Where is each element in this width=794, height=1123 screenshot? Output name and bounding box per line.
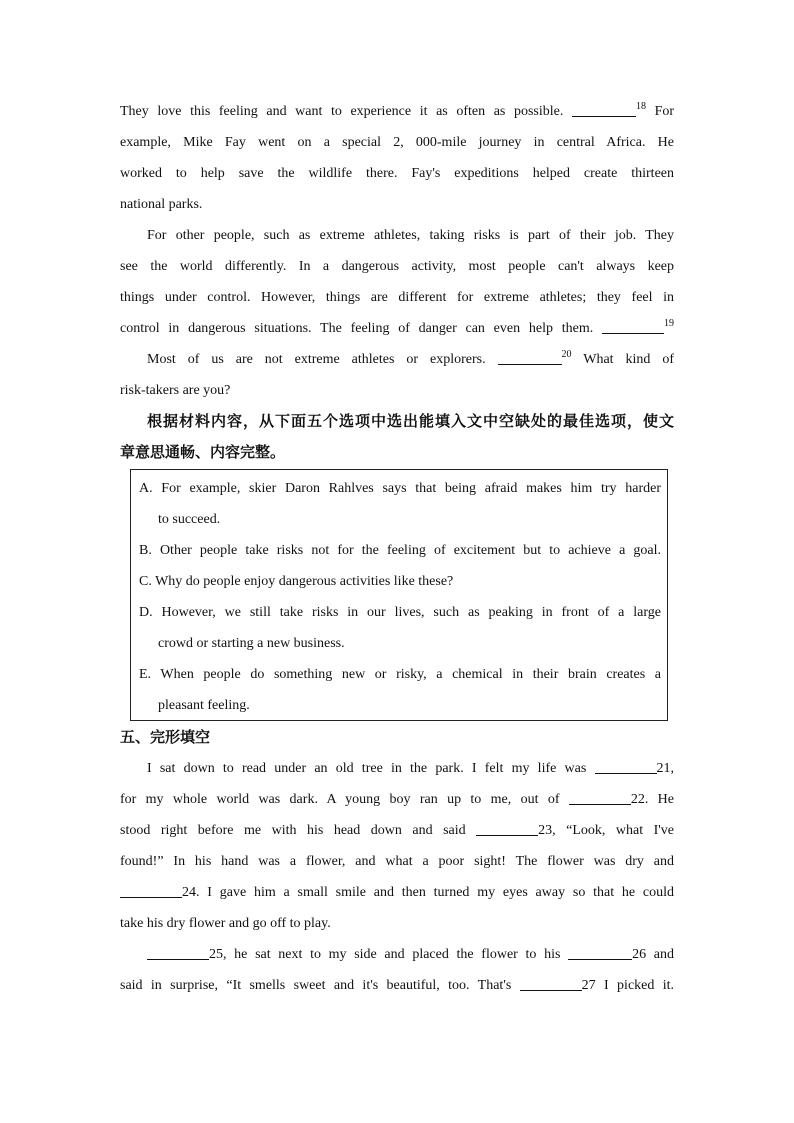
cloze-text: 26 and (632, 947, 674, 962)
cloze-text: 27 I picked it. (581, 978, 674, 993)
cloze-line: found!” In his hand was a flower, and what a poor sight! The flower was dry and (120, 854, 674, 869)
passage-line: see the world differently. In a dangerous activity, most people can't always keep (120, 259, 674, 274)
cloze-text: 23, “Look, what I've (538, 823, 674, 838)
cloze-line (120, 939, 674, 970)
passage-text: What kind of (583, 352, 674, 367)
option-a-continued: to succeed. (158, 512, 221, 527)
option-c[interactable]: C. Why do people enjoy dangerous activities like these? (139, 574, 454, 589)
cloze-line (120, 815, 674, 846)
passage-line: worked to help save the wildlife there. Fay's expeditions helped create thirteen (120, 166, 674, 181)
option-e-continued: pleasant feeling. (158, 698, 250, 713)
option-d-continued: crowd or starting a new business. (158, 636, 345, 651)
cloze-blank-23[interactable] (476, 821, 538, 836)
cloze-blank-24[interactable] (120, 883, 182, 898)
question-number: 18 (635, 101, 646, 112)
cloze-text: 22. He (630, 792, 674, 807)
question-number: 19 (664, 318, 674, 329)
passage-text: control in dangerous situations. The feeling of danger can even help them. (120, 321, 594, 336)
passage-text: Most of us are not extreme athletes or explorers. (147, 352, 486, 367)
cloze-line (120, 784, 674, 815)
option-a[interactable]: A. For example, skier Daron Rahlves says that being afraid makes him try harder (139, 481, 661, 496)
passage-line: things under control. However, things are different for extreme athletes; they feel in (120, 290, 674, 305)
cloze-passage (120, 753, 674, 1001)
section-heading: 五、完形填空 (120, 728, 211, 746)
cloze-text: I sat down to read under an old tree in the park. I felt my life was (147, 761, 587, 776)
cloze-blank-26[interactable] (568, 945, 632, 960)
instructions-line: 根据材料内容，从下面五个选项中选出能填入文中空缺处的最佳选项，使文 (147, 412, 674, 430)
cloze-blank-22[interactable] (569, 790, 631, 805)
answer-blank-19[interactable] (602, 319, 664, 334)
passage-text: They love this feeling and want to experience it as often as possible. (120, 104, 564, 119)
cloze-line (120, 877, 674, 908)
options-box (130, 469, 668, 721)
passage-line: national parks. (120, 197, 203, 212)
option-d[interactable]: D. However, we still take risks in our lives, such as peaking in front of a large (139, 605, 661, 620)
cloze-line (120, 753, 674, 784)
question-number: 20 (561, 349, 572, 360)
reading-passage (120, 96, 674, 468)
passage-line: For other people, such as extreme athletes, taking risks is part of their job. They (147, 228, 674, 243)
cloze-text: said in surprise, “It smells sweet and it's beautiful, too. That's (120, 978, 512, 993)
passage-line (120, 96, 674, 127)
cloze-line: take his dry flower and go off to play. (120, 916, 331, 931)
cloze-text: 24. I gave him a small smile and then turned my eyes away so that he could (182, 885, 674, 900)
passage-text: For (654, 104, 674, 119)
cloze-text: for my whole world was dark. A young boy ran up to me, out of (120, 792, 560, 807)
cloze-blank-21[interactable] (595, 759, 657, 774)
passage-line: example, Mike Fay went on a special 2, 000-mile journey in central Africa. He (120, 135, 674, 150)
passage-line: risk-takers are you? (120, 383, 231, 398)
answer-blank-18[interactable] (572, 102, 636, 117)
option-b[interactable]: B. Other people take risks not for the feeling of excitement but to achieve a goal. (139, 543, 661, 558)
cloze-text: 25, he sat next to my side and placed the flower to his (209, 947, 561, 962)
cloze-blank-27[interactable] (520, 976, 582, 991)
cloze-text: 21, (656, 761, 674, 776)
passage-line (120, 313, 674, 344)
cloze-text: stood right before me with his head down and said (120, 823, 466, 838)
instructions-line: 章意思通畅、内容完整。 (120, 443, 286, 461)
cloze-line (120, 970, 674, 1001)
passage-line (120, 344, 674, 375)
option-e[interactable]: E. When people do something new or risky, a chemical in their brain creates a (139, 667, 661, 682)
answer-blank-20[interactable] (498, 350, 562, 365)
cloze-blank-25[interactable] (147, 945, 209, 960)
